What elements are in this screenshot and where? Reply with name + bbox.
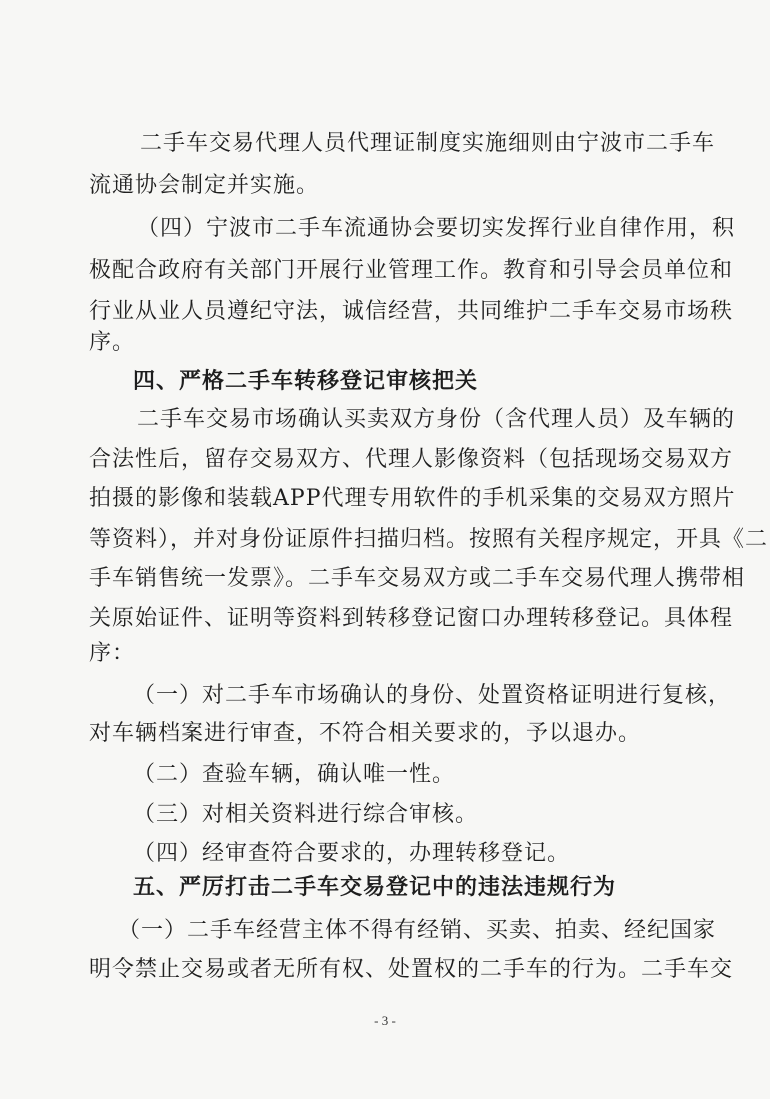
body-line: 对车辆档案进行审查，不符合相关要求的，予以退办。 [89, 721, 642, 746]
body-line: 手车销售统一发票》。二手车交易双方或二手车交易代理人携带相 [89, 566, 746, 591]
body-line: （一）二手车经营主体不得有经销、买卖、拍卖、经纪国家 [118, 918, 717, 943]
page-number: - 3 - [374, 1013, 396, 1028]
body-line: （四）宁波市二手车流通协会要切实发挥行业自律作用，积 [137, 216, 736, 241]
body-line: 拍摄的影像和装载APP代理专用软件的手机采集的交易双方照片 [89, 486, 736, 511]
body-line: （四）经审查符合要求的，办理转移登记。 [133, 841, 571, 866]
body-line: 序： [89, 641, 136, 666]
section-heading: 四、严格二手车转移登记审核把关 [133, 369, 479, 394]
body-line: 二手车交易代理人员代理证制度实施细则由宁波市二手车 [140, 131, 716, 156]
body-line: （二）查验车辆，确认唯一性。 [133, 762, 456, 787]
body-line: （一）对二手车市场确认的身份、处置资格证明进行复核， [133, 683, 732, 708]
section-heading: 五、严厉打击二手车交易登记中的违法违规行为 [133, 875, 617, 900]
body-line: 序。 [89, 330, 136, 355]
body-line: 合法性后，留存交易双方、代理人影像资料（包括现场交易双方 [89, 447, 734, 472]
body-line: 流通协会制定并实施。 [89, 173, 320, 198]
body-line: 极配合政府有关部门开展行业管理工作。教育和引导会员单位和 [89, 258, 734, 283]
body-line: 二手车交易市场确认买卖双方身份（含代理人员）及车辆的 [137, 407, 736, 432]
body-line: （三）对相关资料进行综合审核。 [133, 802, 479, 827]
body-line: 明令禁止交易或者无所有权、处置权的二手车的行为。二手车交 [89, 957, 734, 982]
body-line: 关原始证件、证明等资料到转移登记窗口办理转移登记。具体程 [89, 606, 734, 631]
body-line: 行业从业人员遵纪守法，诚信经营，共同维护二手车交易市场秩 [89, 299, 734, 324]
body-line: 等资料），并对身份证原件扫描归档。按照有关程序规定，开具《二 [89, 527, 769, 552]
